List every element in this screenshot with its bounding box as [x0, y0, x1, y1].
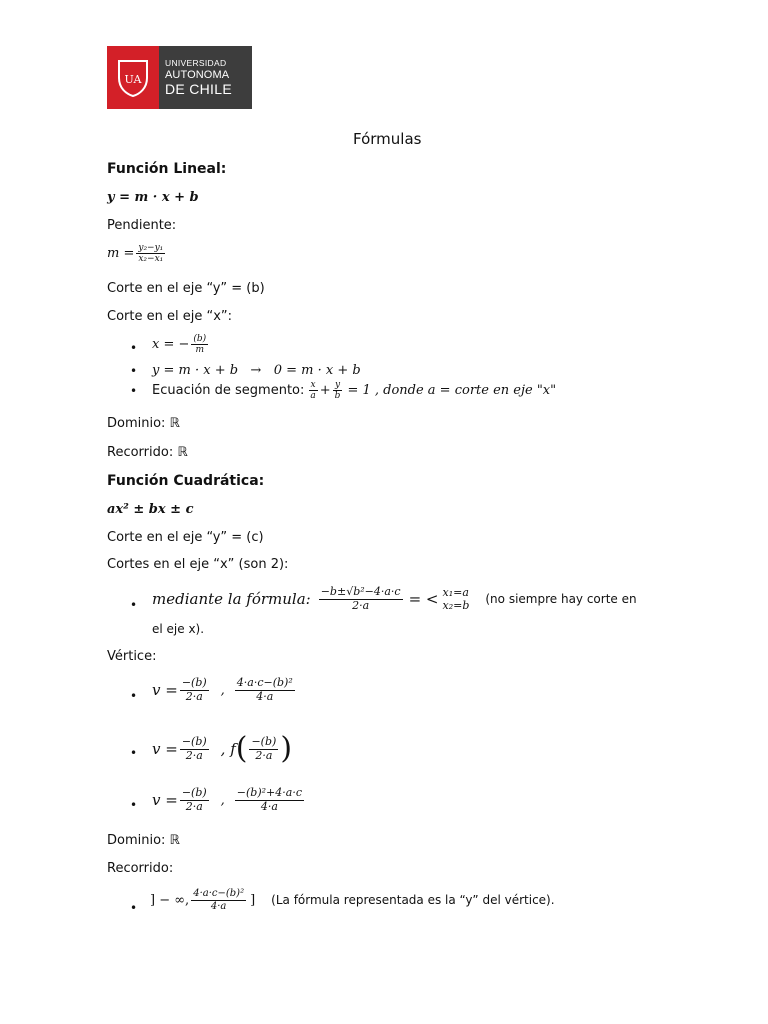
recorrido-prefix: ] − ∞, — [150, 892, 190, 908]
pendiente-fraction — [136, 243, 165, 265]
recorrido-den: 4·a — [210, 900, 227, 912]
root-x2: x₂=b — [442, 599, 470, 613]
pendiente-num: y₂−y₁ — [138, 243, 164, 253]
vertice-3-x-den: 2·a — [185, 799, 203, 813]
root-x1: x₁=a — [442, 586, 469, 599]
recorrido-note: (La fórmula representada es la “y” del vértice). — [271, 893, 555, 907]
recorrido-fraction — [191, 888, 246, 912]
svg-text:UA: UA — [124, 72, 142, 86]
bullet: • — [130, 689, 138, 703]
recorrido-num: 4·a·c−(b)² — [193, 888, 245, 899]
roots-stack — [443, 586, 470, 612]
corte-x-fraction — [191, 334, 208, 356]
recorrido-lineal: Recorrido: ℝ — [107, 445, 188, 460]
bullet: • — [130, 798, 138, 812]
logo-line1: UNIVERSIDAD — [165, 58, 227, 68]
shield-icon — [116, 58, 150, 98]
corte-x-lhs: x = − — [152, 337, 190, 353]
formula-note: (no siempre hay corte en — [485, 592, 637, 607]
vertice-2-x-num: −(b) — [181, 734, 207, 748]
segmento-x-den: a — [310, 391, 316, 402]
university-logo — [107, 46, 252, 109]
formula-general-eq: = < — [408, 590, 439, 609]
formula-general-den: 2·a — [352, 598, 370, 612]
recorrido-cuadratica: Recorrido: — [107, 861, 174, 876]
bullet: • — [130, 901, 138, 915]
vertice-1-comma: , — [220, 682, 225, 698]
vertice-2-x-den: 2·a — [185, 748, 203, 762]
logo-line2: AUTONOMA — [165, 69, 230, 81]
vertice-2-lhs: v = — [152, 740, 178, 758]
corte-x-lineal: Corte en el eje “x”: — [107, 309, 232, 324]
cuadratica-formula: ax² ± bx ± c — [107, 502, 194, 517]
segmento-y-den: b — [334, 391, 341, 402]
vertice-3-y-num: −(b)²+4·a·c — [236, 786, 302, 799]
recorrido-formula-row — [150, 888, 555, 912]
vertice-1-y-num: 4·a·c−(b)² — [236, 676, 293, 689]
lineal-formula: y = m · x + b — [107, 190, 199, 205]
formula-general-fraction — [319, 586, 403, 612]
vertice-2-x-fraction — [180, 736, 209, 762]
corte-y-lineal: Corte en el eje “y” = (b) — [107, 281, 265, 296]
cortes-x-cuadratica: Cortes en el eje “x” (son 2): — [107, 557, 289, 572]
segmento-y-fraction — [333, 380, 343, 402]
bullet: • — [130, 384, 138, 398]
recorrido-suffix: ] — [250, 892, 256, 908]
vertice-label: Vértice: — [107, 649, 157, 664]
dominio-lineal: Dominio: ℝ — [107, 416, 180, 431]
logo-line3: DE CHILE — [165, 81, 232, 97]
vertice-3-y-den: 4·a — [260, 799, 278, 813]
vertice-1-y-fraction — [235, 677, 295, 703]
logo-text — [159, 46, 252, 109]
lineal-equation-bullet: y = m · x + b → 0 = m · x + b — [152, 363, 361, 378]
corte-x-formula — [152, 334, 210, 356]
vertice-2-inner-fraction — [249, 736, 278, 762]
vertice-3-comma: , — [220, 792, 225, 808]
vertice-3-x-num: −(b) — [181, 786, 207, 799]
open-paren: ( — [235, 731, 248, 766]
segmento-rest: = 1 , donde a = corte en eje "x" — [347, 383, 557, 399]
formula-general-row — [152, 586, 637, 612]
segmento-label: Ecuación de segmento: — [152, 383, 305, 399]
formula-note-continued: el eje x). — [152, 622, 205, 636]
vertice-1-x-num: −(b) — [181, 676, 207, 689]
vertice-2-inner-den: 2·a — [255, 748, 273, 762]
segmento-row — [152, 380, 556, 402]
corte-x-num: (b) — [193, 334, 207, 344]
pendiente-lhs: m = — [107, 246, 135, 262]
dominio-cuadratica: Dominio: ℝ — [107, 833, 180, 848]
segmento-y-num: y — [335, 380, 341, 390]
vertice-formula-3 — [152, 787, 306, 813]
page-title: Fórmulas — [353, 130, 422, 148]
vertice-3-x-fraction — [180, 787, 209, 813]
segmento-x-num: x — [310, 380, 316, 390]
bullet: • — [130, 341, 138, 355]
pendiente-label: Pendiente: — [107, 218, 177, 233]
close-paren: ) — [280, 731, 293, 766]
vertice-1-x-fraction — [180, 677, 209, 703]
vertice-1-x-den: 2·a — [185, 689, 203, 703]
vertice-formula-2 — [152, 731, 293, 766]
vertice-2-inner-num: −(b) — [251, 734, 277, 748]
vertice-1-y-den: 4·a — [256, 689, 274, 703]
corte-y-cuadratica: Corte en el eje “y” = (c) — [107, 530, 264, 545]
vertice-3-lhs: v = — [152, 791, 178, 810]
bullet: • — [130, 364, 138, 378]
vertice-1-lhs: v = — [152, 681, 178, 700]
bullet: • — [130, 746, 138, 760]
segmento-plus: + — [319, 383, 331, 399]
mediante-label: mediante la fórmula: — [152, 590, 311, 609]
vertice-3-y-fraction — [235, 787, 304, 813]
corte-x-den: m — [195, 345, 205, 356]
bullet: • — [130, 598, 138, 612]
section-heading-cuadratica: Función Cuadrática: — [107, 473, 265, 489]
section-heading-lineal: Función Lineal: — [107, 161, 227, 177]
vertice-2-f: , f — [220, 740, 236, 758]
pendiente-den: x₂−x₁ — [138, 254, 164, 265]
logo-emblem — [107, 46, 159, 109]
pendiente-formula — [107, 243, 167, 265]
formula-general-num: −b±√b²−4·a·c — [320, 585, 401, 599]
segmento-x-fraction — [308, 380, 317, 402]
vertice-formula-1 — [152, 677, 297, 703]
